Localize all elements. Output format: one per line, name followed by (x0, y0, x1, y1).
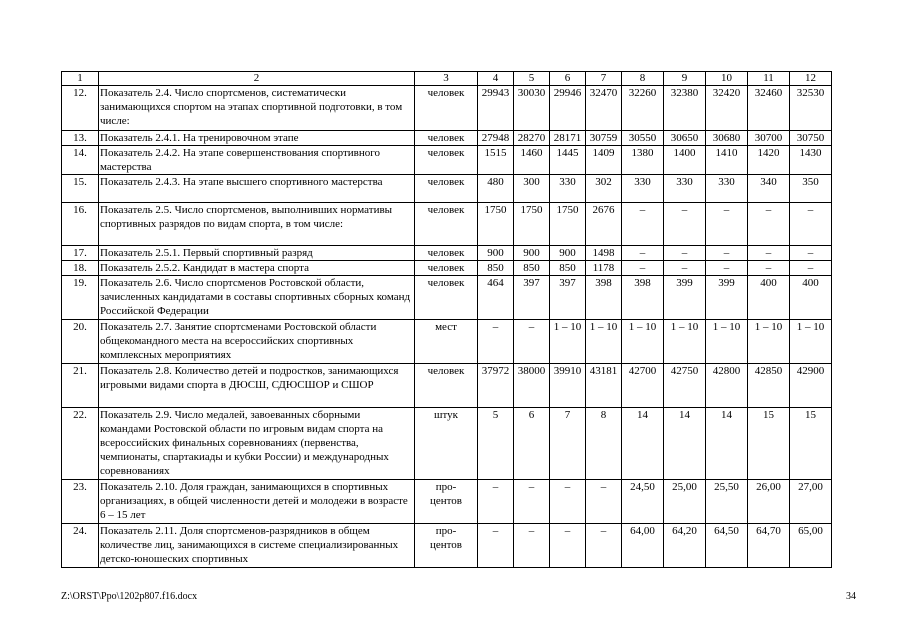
value-cell: 480 (478, 175, 514, 203)
indicators-table (61, 71, 832, 568)
value-cell: 32530 (790, 86, 832, 131)
row-number: 22. (62, 408, 99, 480)
value-cell: 27948 (478, 131, 514, 146)
page-number: 34 (846, 591, 856, 602)
value-cell: 900 (514, 246, 550, 261)
row-number: 24. (62, 524, 99, 568)
value-cell: 400 (790, 276, 832, 320)
value-cell: 1460 (514, 146, 550, 175)
value-cell: 32260 (622, 86, 664, 131)
unit: про- центов (415, 524, 478, 568)
value-cell: 28270 (514, 131, 550, 146)
value-cell: 300 (514, 175, 550, 203)
value-cell: – (586, 480, 622, 524)
value-cell: – (478, 320, 514, 364)
value-cell: 6 (514, 408, 550, 480)
value-cell: 399 (706, 276, 748, 320)
value-cell: 39910 (550, 364, 586, 408)
value-cell: – (706, 203, 748, 246)
value-cell: 1 – 10 (748, 320, 790, 364)
value-cell: 27,00 (790, 480, 832, 524)
unit: человек (415, 203, 478, 246)
col-header: 1 (62, 72, 99, 86)
value-cell: 1 – 10 (550, 320, 586, 364)
unit: мест (415, 320, 478, 364)
row-number: 13. (62, 131, 99, 146)
unit: человек (415, 86, 478, 131)
unit: про- центов (415, 480, 478, 524)
value-cell: 1 – 10 (664, 320, 706, 364)
unit: человек (415, 276, 478, 320)
value-cell: – (550, 480, 586, 524)
value-cell: – (622, 261, 664, 276)
value-cell: 850 (550, 261, 586, 276)
value-cell: 397 (514, 276, 550, 320)
row-number: 21. (62, 364, 99, 408)
value-cell: 398 (622, 276, 664, 320)
value-cell: 1515 (478, 146, 514, 175)
indicator-name: Показатель 2.7. Занятие спортсменами Ростовской области общекомандного места на всероссийских спортивных комплексных мероприятиях (99, 320, 415, 364)
value-cell: 1 – 10 (586, 320, 622, 364)
value-cell: – (706, 246, 748, 261)
indicator-name: Показатель 2.4.2. На этапе совершенствования спортивного мастерства (99, 146, 415, 175)
value-cell: 30750 (790, 131, 832, 146)
indicator-name: Показатель 2.10. Доля граждан, занимающихся в спортивных организациях, в общей численности детей и молодежи в возрасте 6 – 15 лет (99, 480, 415, 524)
col-header: 8 (622, 72, 664, 86)
value-cell: 15 (748, 408, 790, 480)
value-cell: 15 (790, 408, 832, 480)
unit: человек (415, 131, 478, 146)
col-header: 11 (748, 72, 790, 86)
table-row (62, 146, 832, 175)
indicator-name: Показатель 2.9. Число медалей, завоеванных сборными командами Ростовской области по игровым видам спорта на всероссийских финальных соревнованиях (первенства, чемпионаты, спартакиады и кубки России) и международных соревнованиях (99, 408, 415, 480)
unit: штук (415, 408, 478, 480)
row-number: 18. (62, 261, 99, 276)
value-cell: 1750 (478, 203, 514, 246)
value-cell: 1410 (706, 146, 748, 175)
value-cell: – (664, 246, 706, 261)
col-header: 9 (664, 72, 706, 86)
value-cell: – (664, 261, 706, 276)
value-cell: 42900 (790, 364, 832, 408)
value-cell: – (514, 320, 550, 364)
table-row (62, 203, 832, 246)
value-cell: – (790, 261, 832, 276)
value-cell: 900 (550, 246, 586, 261)
value-cell: 1750 (550, 203, 586, 246)
indicator-name: Показатель 2.5. Число спортсменов, выполнивших нормативы спортивных разрядов по видам спорта, в том числе: (99, 203, 415, 246)
value-cell: 64,70 (748, 524, 790, 568)
value-cell: 900 (478, 246, 514, 261)
value-cell: 1498 (586, 246, 622, 261)
value-cell: – (664, 203, 706, 246)
table-row (62, 480, 832, 524)
value-cell: 42700 (622, 364, 664, 408)
indicator-name: Показатель 2.8. Количество детей и подростков, занимающихся игровыми видами спорта в ДЮСШ, СДЮСШОР и СШОР (99, 364, 415, 408)
value-cell: 340 (748, 175, 790, 203)
indicator-name: Показатель 2.6. Число спортсменов Ростовской области, зачисленных кандидатами в составы спортивных сборных команд Российской Федерации (99, 276, 415, 320)
value-cell: – (586, 524, 622, 568)
value-cell: 330 (622, 175, 664, 203)
value-cell: 7 (550, 408, 586, 480)
col-header: 2 (99, 72, 415, 86)
value-cell: 32460 (748, 86, 790, 131)
table-row (62, 86, 832, 131)
value-cell: 65,00 (790, 524, 832, 568)
value-cell: – (748, 246, 790, 261)
value-cell: 1 – 10 (706, 320, 748, 364)
value-cell: 400 (748, 276, 790, 320)
row-number: 23. (62, 480, 99, 524)
value-cell: 1178 (586, 261, 622, 276)
table-row (62, 364, 832, 408)
row-number: 16. (62, 203, 99, 246)
value-cell: 43181 (586, 364, 622, 408)
value-cell: 42750 (664, 364, 706, 408)
table-row (62, 524, 832, 568)
value-cell: 30550 (622, 131, 664, 146)
indicator-name: Показатель 2.5.2. Кандидат в мастера спорта (99, 261, 415, 276)
value-cell: 302 (586, 175, 622, 203)
table-row (62, 320, 832, 364)
col-header: 6 (550, 72, 586, 86)
indicator-name: Показатель 2.4.1. На тренировочном этапе (99, 131, 415, 146)
unit: человек (415, 364, 478, 408)
value-cell: 42850 (748, 364, 790, 408)
value-cell: 1 – 10 (790, 320, 832, 364)
value-cell: 25,00 (664, 480, 706, 524)
unit: человек (415, 146, 478, 175)
value-cell: 14 (622, 408, 664, 480)
value-cell: – (550, 524, 586, 568)
column-number-row (62, 72, 832, 86)
indicator-name: Показатель 2.5.1. Первый спортивный разряд (99, 246, 415, 261)
value-cell: 30030 (514, 86, 550, 131)
col-header: 7 (586, 72, 622, 86)
row-number: 15. (62, 175, 99, 203)
row-number: 17. (62, 246, 99, 261)
value-cell: 850 (514, 261, 550, 276)
unit: человек (415, 246, 478, 261)
value-cell: 64,00 (622, 524, 664, 568)
value-cell: – (706, 261, 748, 276)
table-row (62, 246, 832, 261)
value-cell: 1380 (622, 146, 664, 175)
value-cell: 64,50 (706, 524, 748, 568)
value-cell: 38000 (514, 364, 550, 408)
value-cell: 30680 (706, 131, 748, 146)
indicator-name: Показатель 2.4.3. На этапе высшего спортивного мастерства (99, 175, 415, 203)
row-number: 12. (62, 86, 99, 131)
value-cell: 30759 (586, 131, 622, 146)
col-header: 10 (706, 72, 748, 86)
table-row (62, 408, 832, 480)
value-cell: 37972 (478, 364, 514, 408)
value-cell: 14 (706, 408, 748, 480)
unit: человек (415, 175, 478, 203)
value-cell: – (748, 261, 790, 276)
value-cell: 24,50 (622, 480, 664, 524)
value-cell: – (790, 246, 832, 261)
value-cell: 399 (664, 276, 706, 320)
row-number: 14. (62, 146, 99, 175)
value-cell: 398 (586, 276, 622, 320)
value-cell: 32380 (664, 86, 706, 131)
value-cell: 32420 (706, 86, 748, 131)
value-cell: 1430 (790, 146, 832, 175)
col-header: 4 (478, 72, 514, 86)
table-row (62, 261, 832, 276)
value-cell: 1445 (550, 146, 586, 175)
value-cell: 32470 (586, 86, 622, 131)
col-header: 12 (790, 72, 832, 86)
unit: человек (415, 261, 478, 276)
table-row (62, 276, 832, 320)
value-cell: 330 (664, 175, 706, 203)
value-cell: 42800 (706, 364, 748, 408)
value-cell: – (790, 203, 832, 246)
col-header: 3 (415, 72, 478, 86)
value-cell: 330 (550, 175, 586, 203)
value-cell: 2676 (586, 203, 622, 246)
table-row (62, 131, 832, 146)
value-cell: 14 (664, 408, 706, 480)
indicator-name: Показатель 2.11. Доля спортсменов-разрядников в общем количестве лиц, занимающихся в системе специализированных детско-юношеских спортивных (99, 524, 415, 568)
value-cell: 1750 (514, 203, 550, 246)
value-cell: 5 (478, 408, 514, 480)
value-cell: 397 (550, 276, 586, 320)
value-cell: 1 – 10 (622, 320, 664, 364)
value-cell: 850 (478, 261, 514, 276)
value-cell: – (478, 524, 514, 568)
value-cell: 26,00 (748, 480, 790, 524)
value-cell: 30700 (748, 131, 790, 146)
value-cell: 28171 (550, 131, 586, 146)
value-cell: 1420 (748, 146, 790, 175)
value-cell: 29943 (478, 86, 514, 131)
value-cell: 1400 (664, 146, 706, 175)
col-header: 5 (514, 72, 550, 86)
value-cell: – (478, 480, 514, 524)
value-cell: – (622, 246, 664, 261)
value-cell: 350 (790, 175, 832, 203)
value-cell: 8 (586, 408, 622, 480)
value-cell: 25,50 (706, 480, 748, 524)
value-cell: – (748, 203, 790, 246)
value-cell: – (514, 480, 550, 524)
row-number: 20. (62, 320, 99, 364)
value-cell: 29946 (550, 86, 586, 131)
indicator-name: Показатель 2.4. Число спортсменов, систематически занимающихся спортом на этапах спортивной подготовки, в том числе: (99, 86, 415, 131)
value-cell: 64,20 (664, 524, 706, 568)
value-cell: 464 (478, 276, 514, 320)
row-number: 19. (62, 276, 99, 320)
value-cell: – (622, 203, 664, 246)
value-cell: 1409 (586, 146, 622, 175)
value-cell: 330 (706, 175, 748, 203)
value-cell: 30650 (664, 131, 706, 146)
table-row (62, 175, 832, 203)
value-cell: – (514, 524, 550, 568)
file-path: Z:\ORST\Ppo\1202p807.f16.docx (61, 591, 198, 602)
